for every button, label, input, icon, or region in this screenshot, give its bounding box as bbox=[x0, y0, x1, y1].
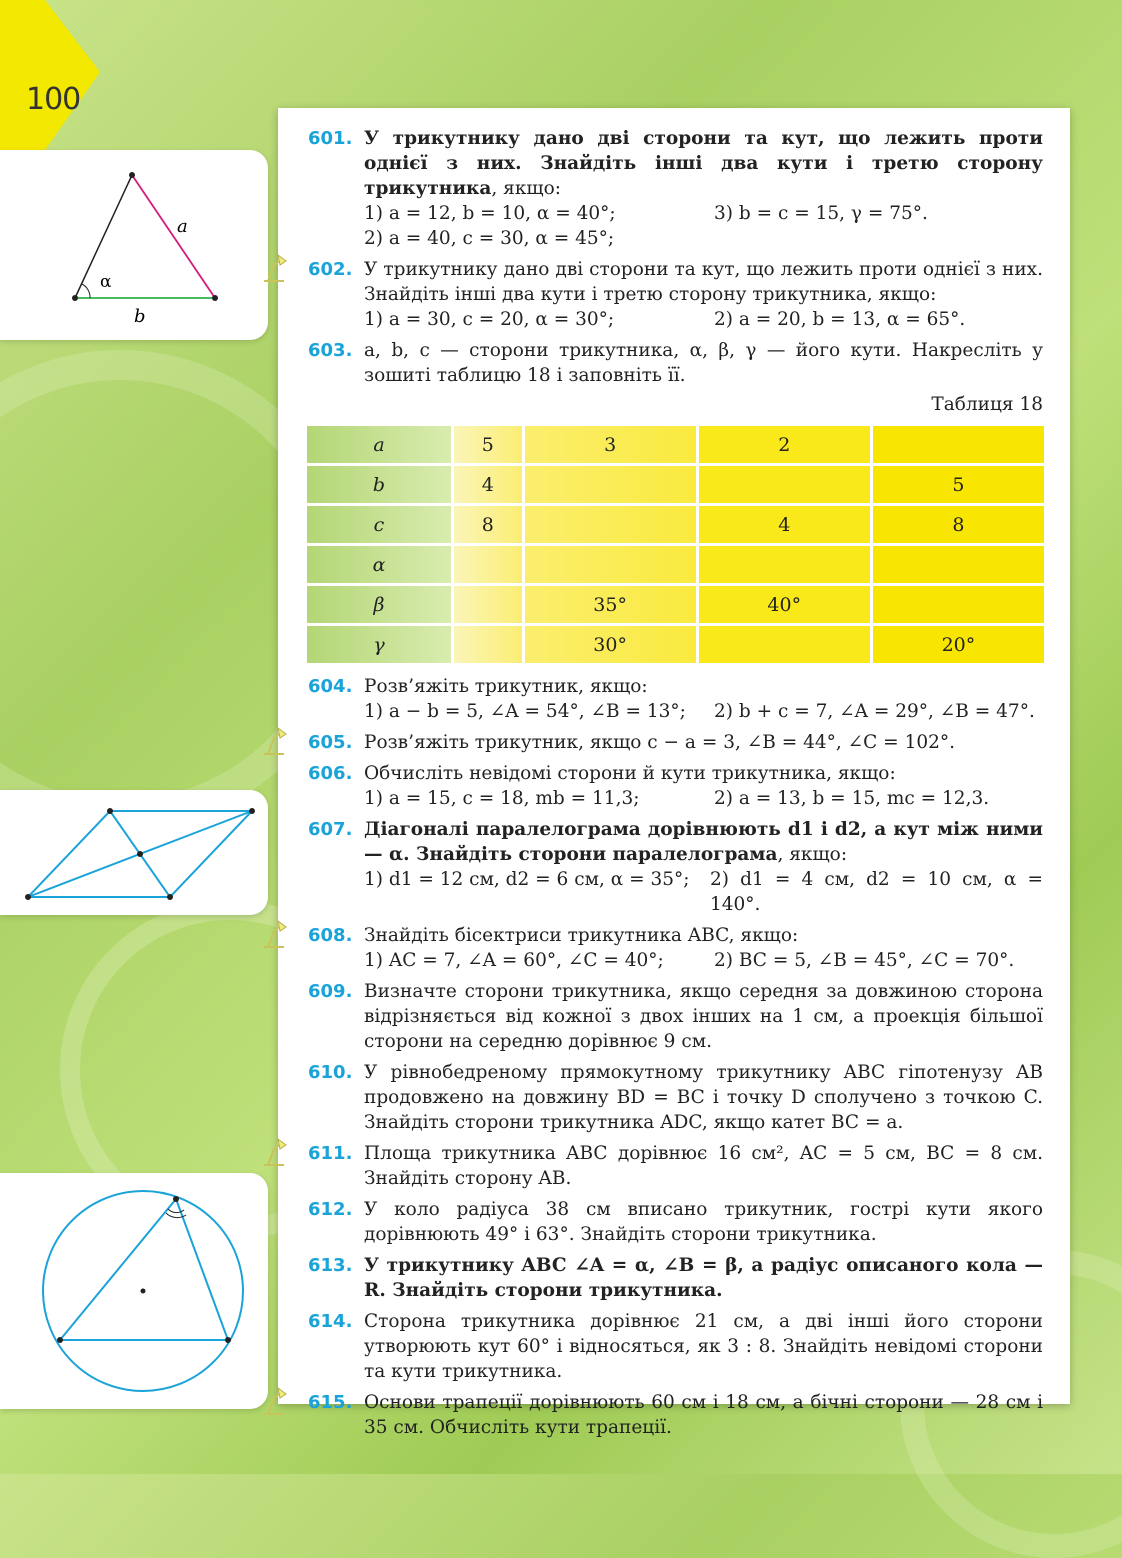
table-cell bbox=[699, 626, 870, 663]
problem-option: 1) a − b = 5, ∠A = 54°, ∠B = 13°; bbox=[364, 701, 686, 722]
lamp-icon bbox=[260, 251, 288, 285]
problem-text: Сторона трикутника дорівнює 21 см, а дві інші його сторони утворюють кут 60° і відносяться, як 3 : 8. Знайдіть невідомі сторони та кути трикутника. bbox=[364, 1311, 1043, 1382]
table-row-header: α bbox=[307, 546, 451, 583]
problem-number: 606. bbox=[308, 763, 353, 784]
problem-609 bbox=[308, 979, 1043, 1054]
problem-606 bbox=[308, 761, 1043, 811]
table-cell bbox=[525, 546, 696, 583]
problem-text: a, b, c — сторони трикутника, α, β, γ — його кути. Накресліть у зошиті таблицю 18 і заповніть її. bbox=[364, 340, 1043, 386]
triangle-figure bbox=[0, 150, 268, 340]
table-row-header: γ bbox=[307, 626, 451, 663]
table-cell: 8 bbox=[454, 506, 522, 543]
problem-option: 2) a = 20, b = 13, α = 65°. bbox=[714, 309, 966, 330]
table-18 bbox=[304, 423, 1047, 666]
problem-text: Визначте сторони трикутника, якщо середня за довжиною сторона відрізняється від кожної з двох інших на 1 см, а проекція більшої сторони на середню дорівнює 9 см. bbox=[364, 981, 1043, 1052]
table-cell: 4 bbox=[454, 466, 522, 503]
table-cell: 20° bbox=[873, 626, 1044, 663]
problem-number: 614. bbox=[308, 1311, 353, 1332]
problem-option: 1) a = 30, c = 20, α = 30°; bbox=[364, 309, 615, 330]
table-row bbox=[307, 506, 1044, 543]
problem-text-rest: , якщо: bbox=[491, 178, 561, 199]
problem-607 bbox=[308, 817, 1043, 917]
problem-611 bbox=[308, 1141, 1043, 1191]
table-cell: 40° bbox=[699, 586, 870, 623]
problem-number: 602. bbox=[308, 259, 353, 280]
lamp-icon bbox=[260, 917, 288, 951]
content-page bbox=[278, 108, 1070, 1438]
problem-text: У рівнобедреному прямокутному трикутнику ABC гіпотенузу AB продовжено на довжину BD = BC і точку D сполучено з точкою C. Знайдіть сторони трикутника ADC, якщо катет BC = a. bbox=[364, 1062, 1043, 1133]
problem-612 bbox=[308, 1197, 1043, 1247]
problem-text: У трикутнику ABC ∠A = α, ∠B = β, а радіус описаного кола — R. Знайдіть сторони трикутника. bbox=[364, 1255, 1043, 1301]
problem-option: 1) AC = 7, ∠A = 60°, ∠C = 40°; bbox=[364, 950, 664, 971]
problem-text: Основи трапеції дорівнюють 60 см і 18 см, а бічні сторони — 28 см і 35 см. Обчисліть кути трапеції. bbox=[364, 1392, 1043, 1438]
problem-604 bbox=[308, 674, 1043, 724]
table-cell bbox=[699, 466, 870, 503]
problem-615 bbox=[308, 1390, 1043, 1440]
problem-option: 2) a = 13, b = 15, mc = 12,3. bbox=[714, 788, 990, 809]
problem-613 bbox=[308, 1253, 1043, 1303]
problem-text: Розв’яжіть трикутник, якщо c − a = 3, ∠B = 44°, ∠C = 102°. bbox=[364, 732, 956, 753]
problem-text: Площа трикутника ABC дорівнює 16 см², AC = 5 см, BC = 8 см. Знайдіть сторону AB. bbox=[364, 1143, 1043, 1189]
table-cell: 5 bbox=[873, 466, 1044, 503]
table-cell bbox=[873, 546, 1044, 583]
lamp-icon bbox=[260, 724, 288, 758]
table-cell bbox=[873, 586, 1044, 623]
table-row-header: c bbox=[307, 506, 451, 543]
problem-number: 609. bbox=[308, 981, 353, 1002]
problem-text: У трикутнику дано дві сторони та кут, що лежить проти однієї з них. Знайдіть інші два кути і третю сторону трикутника, якщо: bbox=[364, 259, 1043, 305]
problem-603 bbox=[308, 338, 1043, 388]
table-cell: 5 bbox=[454, 426, 522, 463]
table-cell: 3 bbox=[525, 426, 696, 463]
alpha-label: α bbox=[100, 272, 112, 292]
table-row-header: b bbox=[307, 466, 451, 503]
table-cell bbox=[525, 506, 696, 543]
problem-number: 607. bbox=[308, 819, 353, 840]
problem-number: 601. bbox=[308, 128, 353, 149]
table-caption: Таблиця 18 bbox=[931, 394, 1043, 415]
page-corner-tab bbox=[0, 0, 100, 150]
table-cell: 30° bbox=[525, 626, 696, 663]
problem-text: Діагоналі паралелограма дорівнюють d1 і d2, а кут між ними — α. Знайдіть сторони паралелограма bbox=[364, 819, 1043, 865]
problem-number: 604. bbox=[308, 676, 353, 697]
problem-number: 605. bbox=[308, 732, 353, 753]
table-row bbox=[307, 426, 1044, 463]
problem-602 bbox=[308, 257, 1043, 332]
parallelogram-figure bbox=[0, 790, 268, 915]
problem-text: Знайдіть бісектриси трикутника ABC, якщо: bbox=[364, 925, 799, 946]
table-cell: 8 bbox=[873, 506, 1044, 543]
side-b-label: b bbox=[134, 306, 146, 327]
inscribed-triangle-figure bbox=[0, 1173, 268, 1409]
problem-option: 1) a = 12, b = 10, α = 40°; bbox=[364, 203, 616, 224]
table-row-header: β bbox=[307, 586, 451, 623]
problem-number: 615. bbox=[308, 1392, 353, 1413]
table-row bbox=[307, 586, 1044, 623]
problem-number: 610. bbox=[308, 1062, 353, 1083]
table-cell: 4 bbox=[699, 506, 870, 543]
problem-number: 613. bbox=[308, 1255, 353, 1276]
problem-601 bbox=[308, 126, 1043, 251]
problem-text: Розв’яжіть трикутник, якщо: bbox=[364, 676, 648, 697]
problem-number: 612. bbox=[308, 1199, 353, 1220]
problem-605 bbox=[308, 730, 1043, 755]
table-cell bbox=[454, 546, 522, 583]
problem-option: 2) a = 40, c = 30, α = 45°; bbox=[364, 228, 615, 249]
problem-number: 611. bbox=[308, 1143, 353, 1164]
table-cell: 2 bbox=[699, 426, 870, 463]
problem-608 bbox=[308, 923, 1043, 973]
table-cell bbox=[699, 546, 870, 583]
problem-text: Обчисліть невідомі сторони й кути трикутника, якщо: bbox=[364, 763, 896, 784]
table-row bbox=[307, 626, 1044, 663]
problem-option: 3) b = c = 15, γ = 75°. bbox=[714, 203, 928, 224]
triangle-diagram bbox=[0, 150, 268, 340]
problem-list bbox=[308, 126, 1043, 1446]
problem-number: 603. bbox=[308, 340, 353, 361]
table-cell bbox=[454, 586, 522, 623]
table-cell bbox=[454, 626, 522, 663]
table-cell bbox=[525, 466, 696, 503]
problem-text-rest: , якщо: bbox=[777, 844, 848, 865]
table-cell bbox=[873, 426, 1044, 463]
lamp-icon bbox=[260, 1384, 288, 1418]
problem-option: 2) d1 = 4 см, d2 = 10 см, α = 140°. bbox=[709, 869, 1043, 915]
inscribed-triangle-diagram bbox=[0, 1173, 268, 1409]
problem-text: У коло радіуса 38 см вписано трикутник, гострі кути якого дорівнюють 49° і 63°. Знайдіть сторони трикутника. bbox=[364, 1199, 1043, 1245]
table-row bbox=[307, 546, 1044, 583]
table-row bbox=[307, 466, 1044, 503]
lamp-icon bbox=[260, 1135, 288, 1169]
table-cell: 35° bbox=[525, 586, 696, 623]
problem-option: 1) d1 = 12 см, d2 = 6 см, α = 35°; bbox=[364, 869, 690, 890]
side-a-label: a bbox=[177, 216, 188, 237]
problem-610 bbox=[308, 1060, 1043, 1135]
problem-number: 608. bbox=[308, 925, 353, 946]
parallelogram-diagram bbox=[0, 790, 268, 915]
problem-614 bbox=[308, 1309, 1043, 1384]
problem-text: У трикутнику дано дві сторони та кут, що лежить проти однієї з них. Знайдіть інші два кути і третю сторону трикутника bbox=[364, 128, 1043, 199]
problem-option: 2) BC = 5, ∠B = 45°, ∠C = 70°. bbox=[714, 950, 1015, 971]
problem-option: 2) b + c = 7, ∠A = 29°, ∠B = 47°. bbox=[714, 701, 1035, 722]
problem-option: 1) a = 15, c = 18, mb = 11,3; bbox=[364, 788, 640, 809]
table-row-header: a bbox=[307, 426, 451, 463]
page-number: 100 bbox=[26, 82, 81, 117]
